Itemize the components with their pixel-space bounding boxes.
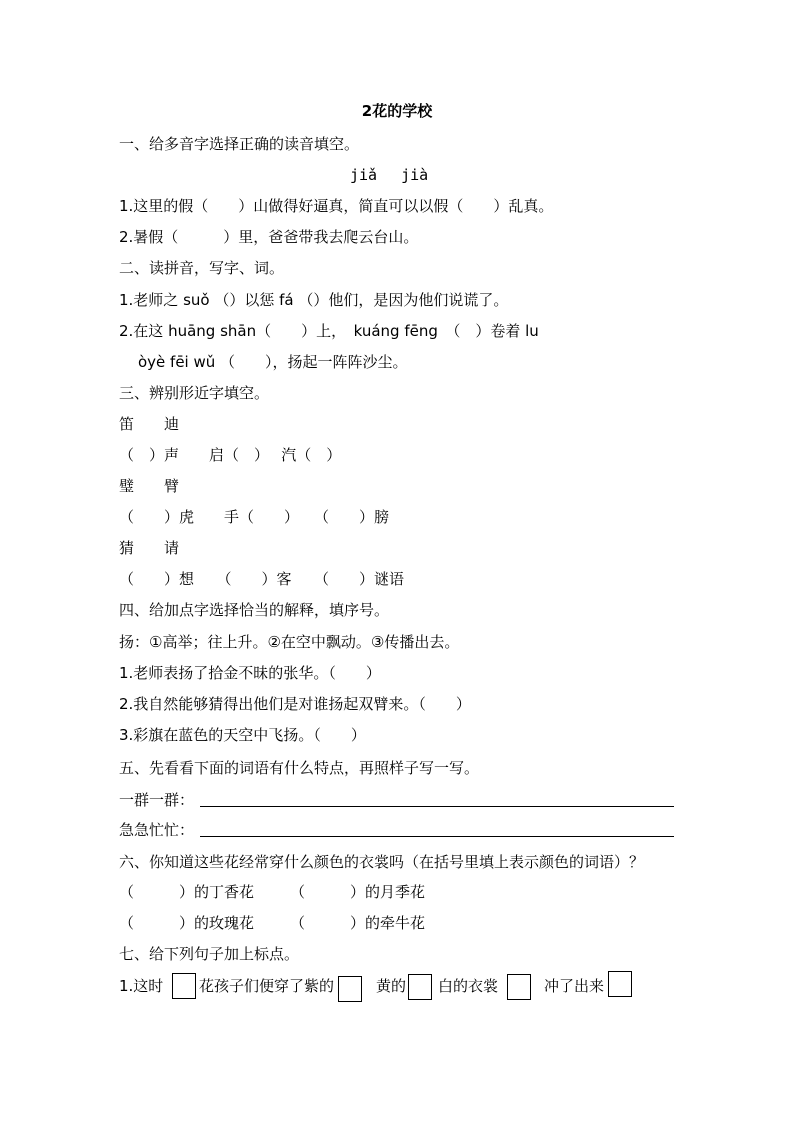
sentence-part-4: 白的衣裳 — [438, 977, 499, 995]
section-4-question-2: 2.我自然能够猜得出他们是对谁扬起双臂来。（ ） — [119, 695, 471, 713]
punctuation-box-2[interactable] — [338, 976, 362, 1002]
example-1-label: 一群一群： — [119, 791, 195, 809]
definition-line: 扬：①高举；往上升。②在空中飘动。③传播出去。 — [119, 633, 460, 651]
sentence-part-3: 黄的 — [376, 977, 407, 995]
example-1-answer-line[interactable] — [200, 806, 674, 807]
char-group-2-blanks: （ ）虎 手（ ） （ ）膀 — [119, 508, 390, 526]
char-group-3-blanks: （ ）想 （ ）客 （ ）谜语 — [119, 570, 405, 588]
section-1-question-1: 1.这里的假（ ）山做得好逼真，简直可以以假（ ）乱真。 — [119, 197, 554, 215]
section-7-heading: 七、给下列句子加上标点。 — [119, 945, 300, 963]
section-6-heading: 六、你知道这些花经常穿什么颜色的衣裳吗（在括号里填上表示颜色的词语）？ — [119, 853, 645, 871]
example-2-label: 急急忙忙： — [119, 821, 195, 839]
char-group-1-blanks: （ ）声 启（ ） 汽（ ） — [119, 446, 342, 464]
char-group-3: 猜 请 — [119, 539, 180, 557]
section-4-heading: 四、给加点字选择恰当的解释，填序号。 — [119, 601, 390, 619]
section-2-question-2-line-1: 2.在这 huāng shān（ ）上， kuáng fēng （ ）卷着 lu — [119, 322, 539, 340]
sentence-part-2: 花孩子们便穿了紫的 — [199, 977, 335, 995]
example-2-answer-line[interactable] — [200, 836, 674, 837]
color-blank-morning-glory: （ ）的牵牛花 — [290, 914, 426, 932]
pinyin-options: jiǎ jià — [350, 166, 429, 184]
section-3-heading: 三、辨别形近字填空。 — [119, 384, 270, 402]
color-blank-rose: （ ）的玫瑰花 — [119, 914, 255, 932]
section-4-question-1: 1.老师表扬了拾金不昧的张华。（ ） — [119, 664, 381, 682]
section-5-heading: 五、先看看下面的词语有什么特点，再照样子写一写。 — [119, 759, 480, 777]
punctuation-box-4[interactable] — [507, 974, 531, 1000]
section-4-question-3: 3.彩旗在蓝色的天空中飞扬。（ ） — [119, 726, 366, 744]
sentence-part-5: 冲了出来 — [544, 977, 605, 995]
sentence-part-1: 1.这时 — [119, 977, 164, 995]
punctuation-box-1[interactable] — [172, 973, 196, 999]
section-2-question-2-line-2: òyè fēi wǔ （ ），扬起一阵阵沙尘。 — [138, 353, 408, 371]
punctuation-box-3[interactable] — [408, 974, 432, 1000]
char-group-2: 璧 臂 — [119, 477, 180, 495]
section-2-heading: 二、读拼音，写字、词。 — [119, 259, 285, 277]
section-1-question-2: 2.暑假（ ）里，爸爸带我去爬云台山。 — [119, 228, 419, 246]
color-blank-rose-china: （ ）的月季花 — [290, 883, 426, 901]
color-blank-lilac: （ ）的丁香花 — [119, 883, 255, 901]
page-title: 2花的学校 — [361, 102, 433, 120]
char-group-1: 笛 迪 — [119, 415, 180, 433]
punctuation-box-5[interactable] — [608, 971, 632, 997]
section-2-question-1: 1.老师之 suǒ （）以惩 fá （）他们，是因为他们说谎了。 — [119, 291, 509, 309]
section-1-heading: 一、给多音字选择正确的读音填空。 — [119, 135, 360, 153]
